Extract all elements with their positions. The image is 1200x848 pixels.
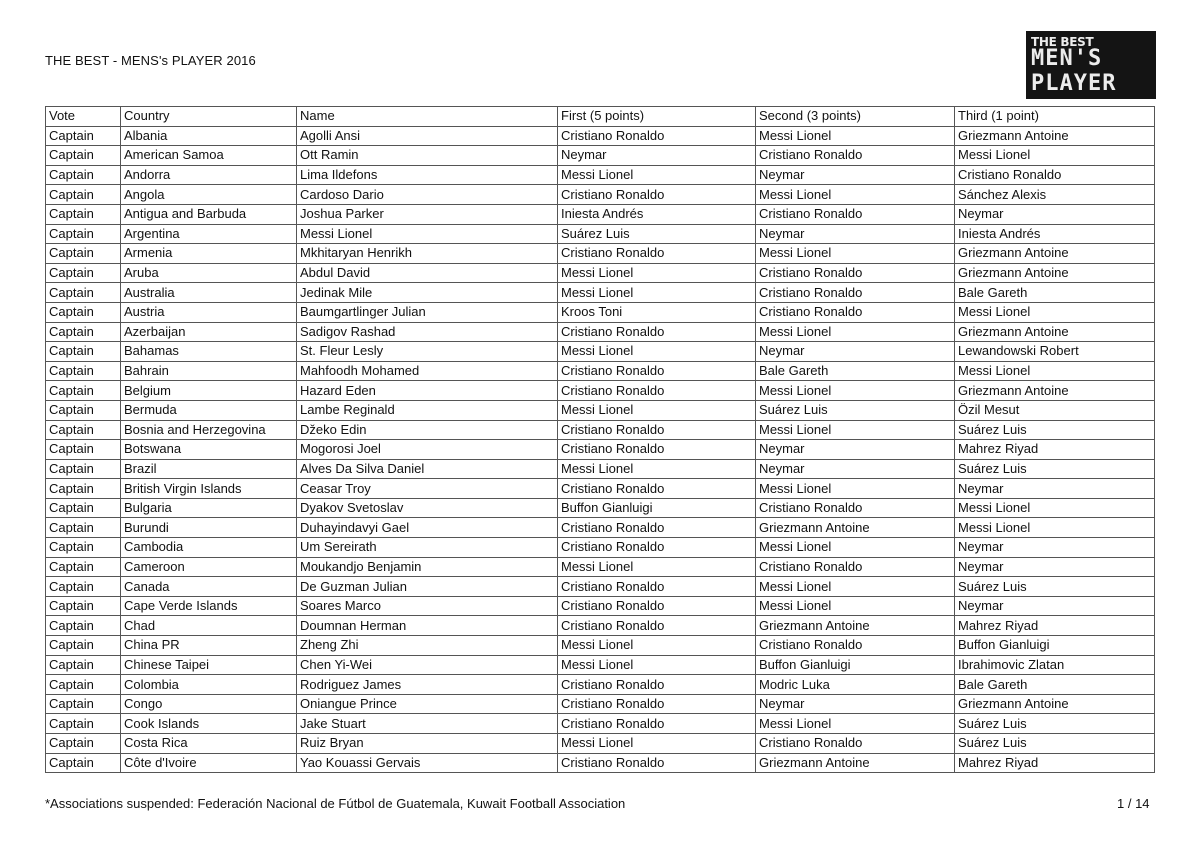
table-row xyxy=(46,577,1155,597)
cell-name: Um Sereirath xyxy=(297,538,558,558)
cell-vote: Captain xyxy=(46,538,121,558)
cell-name: Jake Stuart xyxy=(297,714,558,734)
cell-third: Mahrez Riyad xyxy=(955,753,1155,773)
cell-first: Cristiano Ronaldo xyxy=(558,126,756,146)
table-row xyxy=(46,714,1155,734)
cell-third: Suárez Luis xyxy=(955,459,1155,479)
cell-country: Antigua and Barbuda xyxy=(121,204,297,224)
cell-name: Mahfoodh Mohamed xyxy=(297,361,558,381)
logo-line-3: PLAYER xyxy=(1031,71,1117,96)
table-row xyxy=(46,753,1155,773)
cell-vote: Captain xyxy=(46,577,121,597)
table-row xyxy=(46,302,1155,322)
cell-country: Côte d'Ivoire xyxy=(121,753,297,773)
cell-second: Neymar xyxy=(756,224,955,244)
cell-third: Neymar xyxy=(955,538,1155,558)
cell-second: Messi Lionel xyxy=(756,420,955,440)
cell-vote: Captain xyxy=(46,459,121,479)
cell-country: American Samoa xyxy=(121,146,297,166)
cell-vote: Captain xyxy=(46,636,121,656)
cell-name: De Guzman Julian xyxy=(297,577,558,597)
cell-second: Griezmann Antoine xyxy=(756,753,955,773)
cell-country: British Virgin Islands xyxy=(121,479,297,499)
logo-line-1: THE BEST xyxy=(1031,35,1094,49)
cell-vote: Captain xyxy=(46,734,121,754)
cell-name: Yao Kouassi Gervais xyxy=(297,753,558,773)
cell-name: Mogorosi Joel xyxy=(297,440,558,460)
cell-first: Cristiano Ronaldo xyxy=(558,616,756,636)
cell-second: Neymar xyxy=(756,440,955,460)
cell-country: Austria xyxy=(121,302,297,322)
cell-country: Cambodia xyxy=(121,538,297,558)
cell-third: Suárez Luis xyxy=(955,734,1155,754)
cell-vote: Captain xyxy=(46,185,121,205)
cell-second: Buffon Gianluigi xyxy=(756,655,955,675)
cell-vote: Captain xyxy=(46,283,121,303)
cell-third: Cristiano Ronaldo xyxy=(955,165,1155,185)
table-row xyxy=(46,283,1155,303)
cell-country: Cameroon xyxy=(121,557,297,577)
cell-vote: Captain xyxy=(46,302,121,322)
cell-country: Azerbaijan xyxy=(121,322,297,342)
cell-vote: Captain xyxy=(46,342,121,362)
cell-name: Moukandjo Benjamin xyxy=(297,557,558,577)
column-header-name: Name xyxy=(297,107,558,127)
cell-vote: Captain xyxy=(46,753,121,773)
cell-second: Messi Lionel xyxy=(756,185,955,205)
cell-name: Duhayindavyi Gael xyxy=(297,518,558,538)
cell-third: Lewandowski Robert xyxy=(955,342,1155,362)
cell-country: Brazil xyxy=(121,459,297,479)
cell-vote: Captain xyxy=(46,694,121,714)
cell-country: Chad xyxy=(121,616,297,636)
cell-name: Cardoso Dario xyxy=(297,185,558,205)
column-header-first: First (5 points) xyxy=(558,107,756,127)
cell-first: Messi Lionel xyxy=(558,655,756,675)
cell-vote: Captain xyxy=(46,596,121,616)
cell-second: Griezmann Antoine xyxy=(756,518,955,538)
table-row xyxy=(46,342,1155,362)
cell-first: Kroos Toni xyxy=(558,302,756,322)
cell-first: Messi Lionel xyxy=(558,263,756,283)
cell-country: Armenia xyxy=(121,244,297,264)
cell-name: Sadigov Rashad xyxy=(297,322,558,342)
cell-third: Messi Lionel xyxy=(955,518,1155,538)
cell-first: Cristiano Ronaldo xyxy=(558,675,756,695)
cell-country: Andorra xyxy=(121,165,297,185)
cell-first: Cristiano Ronaldo xyxy=(558,694,756,714)
cell-second: Cristiano Ronaldo xyxy=(756,557,955,577)
logo-line-2: MEN'S xyxy=(1031,46,1103,71)
cell-first: Messi Lionel xyxy=(558,734,756,754)
cell-third: Messi Lionel xyxy=(955,498,1155,518)
cell-third: Özil Mesut xyxy=(955,400,1155,420)
cell-country: Canada xyxy=(121,577,297,597)
cell-name: Rodriguez James xyxy=(297,675,558,695)
cell-third: Griezmann Antoine xyxy=(955,322,1155,342)
cell-name: Abdul David xyxy=(297,263,558,283)
cell-country: Angola xyxy=(121,185,297,205)
cell-third: Griezmann Antoine xyxy=(955,244,1155,264)
cell-first: Cristiano Ronaldo xyxy=(558,420,756,440)
cell-vote: Captain xyxy=(46,557,121,577)
cell-name: Lambe Reginald xyxy=(297,400,558,420)
cell-first: Suárez Luis xyxy=(558,224,756,244)
cell-first: Cristiano Ronaldo xyxy=(558,596,756,616)
cell-third: Ibrahimovic Zlatan xyxy=(955,655,1155,675)
cell-first: Cristiano Ronaldo xyxy=(558,518,756,538)
cell-vote: Captain xyxy=(46,400,121,420)
cell-third: Suárez Luis xyxy=(955,577,1155,597)
cell-country: China PR xyxy=(121,636,297,656)
cell-vote: Captain xyxy=(46,675,121,695)
cell-second: Messi Lionel xyxy=(756,538,955,558)
cell-country: Bulgaria xyxy=(121,498,297,518)
cell-name: Ott Ramin xyxy=(297,146,558,166)
cell-name: Alves Da Silva Daniel xyxy=(297,459,558,479)
cell-name: Mkhitaryan Henrikh xyxy=(297,244,558,264)
cell-second: Neymar xyxy=(756,165,955,185)
cell-second: Messi Lionel xyxy=(756,244,955,264)
cell-second: Neymar xyxy=(756,459,955,479)
cell-vote: Captain xyxy=(46,518,121,538)
footer-note: *Associations suspended: Federación Nacional de Fútbol de Guatemala, Kuwait Football Association xyxy=(45,796,626,811)
cell-vote: Captain xyxy=(46,126,121,146)
cell-name: Oniangue Prince xyxy=(297,694,558,714)
cell-name: Soares Marco xyxy=(297,596,558,616)
cell-vote: Captain xyxy=(46,479,121,499)
cell-third: Suárez Luis xyxy=(955,420,1155,440)
cell-second: Cristiano Ronaldo xyxy=(756,498,955,518)
cell-first: Messi Lionel xyxy=(558,557,756,577)
cell-second: Cristiano Ronaldo xyxy=(756,263,955,283)
page-number: 1 / 14 xyxy=(1117,796,1150,811)
cell-third: Griezmann Antoine xyxy=(955,694,1155,714)
cell-second: Cristiano Ronaldo xyxy=(756,302,955,322)
column-header-second: Second (3 points) xyxy=(756,107,955,127)
cell-name: Hazard Eden xyxy=(297,381,558,401)
cell-country: Cape Verde Islands xyxy=(121,596,297,616)
cell-third: Griezmann Antoine xyxy=(955,126,1155,146)
table-row xyxy=(46,204,1155,224)
cell-country: Congo xyxy=(121,694,297,714)
cell-name: Chen Yi-Wei xyxy=(297,655,558,675)
table-row xyxy=(46,616,1155,636)
cell-name: Ruiz Bryan xyxy=(297,734,558,754)
table-row xyxy=(46,381,1155,401)
cell-second: Messi Lionel xyxy=(756,596,955,616)
cell-country: Colombia xyxy=(121,675,297,695)
cell-first: Cristiano Ronaldo xyxy=(558,381,756,401)
cell-vote: Captain xyxy=(46,498,121,518)
cell-second: Messi Lionel xyxy=(756,714,955,734)
cell-first: Messi Lionel xyxy=(558,283,756,303)
cell-first: Cristiano Ronaldo xyxy=(558,361,756,381)
table-header-row xyxy=(46,107,1155,127)
cell-third: Messi Lionel xyxy=(955,361,1155,381)
cell-first: Cristiano Ronaldo xyxy=(558,440,756,460)
cell-third: Buffon Gianluigi xyxy=(955,636,1155,656)
cell-country: Argentina xyxy=(121,224,297,244)
table-row xyxy=(46,185,1155,205)
cell-third: Bale Gareth xyxy=(955,675,1155,695)
table-row xyxy=(46,165,1155,185)
cell-first: Messi Lionel xyxy=(558,459,756,479)
cell-second: Cristiano Ronaldo xyxy=(756,204,955,224)
cell-country: Bosnia and Herzegovina xyxy=(121,420,297,440)
cell-third: Mahrez Riyad xyxy=(955,616,1155,636)
cell-third: Bale Gareth xyxy=(955,283,1155,303)
cell-country: Aruba xyxy=(121,263,297,283)
cell-second: Neymar xyxy=(756,342,955,362)
cell-third: Griezmann Antoine xyxy=(955,263,1155,283)
cell-vote: Captain xyxy=(46,244,121,264)
cell-vote: Captain xyxy=(46,146,121,166)
cell-country: Costa Rica xyxy=(121,734,297,754)
cell-vote: Captain xyxy=(46,165,121,185)
table-row xyxy=(46,361,1155,381)
cell-vote: Captain xyxy=(46,204,121,224)
column-header-vote: Vote xyxy=(46,107,121,127)
table-row xyxy=(46,596,1155,616)
cell-first: Buffon Gianluigi xyxy=(558,498,756,518)
cell-second: Bale Gareth xyxy=(756,361,955,381)
table-row xyxy=(46,538,1155,558)
table-row xyxy=(46,420,1155,440)
cell-vote: Captain xyxy=(46,361,121,381)
cell-second: Suárez Luis xyxy=(756,400,955,420)
cell-vote: Captain xyxy=(46,263,121,283)
cell-vote: Captain xyxy=(46,655,121,675)
cell-third: Messi Lionel xyxy=(955,146,1155,166)
cell-second: Messi Lionel xyxy=(756,126,955,146)
cell-country: Bahrain xyxy=(121,361,297,381)
cell-first: Cristiano Ronaldo xyxy=(558,322,756,342)
cell-third: Sánchez Alexis xyxy=(955,185,1155,205)
table-body xyxy=(46,126,1155,773)
cell-vote: Captain xyxy=(46,616,121,636)
cell-name: St. Fleur Lesly xyxy=(297,342,558,362)
table-row xyxy=(46,440,1155,460)
document-title: THE BEST - MENS's PLAYER 2016 xyxy=(45,53,256,68)
cell-third: Neymar xyxy=(955,557,1155,577)
table-row xyxy=(46,498,1155,518)
cell-second: Cristiano Ronaldo xyxy=(756,734,955,754)
cell-vote: Captain xyxy=(46,224,121,244)
table-row xyxy=(46,126,1155,146)
table-row xyxy=(46,224,1155,244)
cell-second: Cristiano Ronaldo xyxy=(756,146,955,166)
table-row xyxy=(46,459,1155,479)
cell-country: Belgium xyxy=(121,381,297,401)
cell-name: Joshua Parker xyxy=(297,204,558,224)
cell-vote: Captain xyxy=(46,714,121,734)
column-header-third: Third (1 point) xyxy=(955,107,1155,127)
cell-country: Chinese Taipei xyxy=(121,655,297,675)
cell-first: Cristiano Ronaldo xyxy=(558,185,756,205)
cell-vote: Captain xyxy=(46,322,121,342)
table-row xyxy=(46,694,1155,714)
cell-country: Albania xyxy=(121,126,297,146)
cell-first: Cristiano Ronaldo xyxy=(558,244,756,264)
cell-vote: Captain xyxy=(46,440,121,460)
cell-third: Messi Lionel xyxy=(955,302,1155,322)
votes-table xyxy=(45,106,1155,773)
cell-second: Cristiano Ronaldo xyxy=(756,636,955,656)
column-header-country: Country xyxy=(121,107,297,127)
cell-first: Iniesta Andrés xyxy=(558,204,756,224)
cell-name: Jedinak Mile xyxy=(297,283,558,303)
cell-second: Messi Lionel xyxy=(756,381,955,401)
table-row xyxy=(46,479,1155,499)
cell-first: Messi Lionel xyxy=(558,400,756,420)
cell-second: Griezmann Antoine xyxy=(756,616,955,636)
cell-name: Messi Lionel xyxy=(297,224,558,244)
cell-vote: Captain xyxy=(46,420,121,440)
cell-country: Burundi xyxy=(121,518,297,538)
table-row xyxy=(46,734,1155,754)
cell-third: Griezmann Antoine xyxy=(955,381,1155,401)
cell-country: Bermuda xyxy=(121,400,297,420)
table-row xyxy=(46,518,1155,538)
table-row xyxy=(46,636,1155,656)
cell-second: Modric Luka xyxy=(756,675,955,695)
cell-first: Messi Lionel xyxy=(558,636,756,656)
cell-name: Doumnan Herman xyxy=(297,616,558,636)
cell-second: Cristiano Ronaldo xyxy=(756,283,955,303)
cell-third: Neymar xyxy=(955,479,1155,499)
cell-country: Australia xyxy=(121,283,297,303)
cell-first: Cristiano Ronaldo xyxy=(558,714,756,734)
cell-third: Iniesta Andrés xyxy=(955,224,1155,244)
cell-first: Messi Lionel xyxy=(558,165,756,185)
cell-country: Bahamas xyxy=(121,342,297,362)
cell-third: Neymar xyxy=(955,204,1155,224)
table-row xyxy=(46,146,1155,166)
table-row xyxy=(46,675,1155,695)
cell-name: Džeko Edin xyxy=(297,420,558,440)
cell-first: Cristiano Ronaldo xyxy=(558,577,756,597)
cell-second: Messi Lionel xyxy=(756,322,955,342)
cell-first: Neymar xyxy=(558,146,756,166)
cell-country: Cook Islands xyxy=(121,714,297,734)
cell-third: Suárez Luis xyxy=(955,714,1155,734)
cell-second: Messi Lionel xyxy=(756,577,955,597)
cell-third: Mahrez Riyad xyxy=(955,440,1155,460)
cell-name: Lima Ildefons xyxy=(297,165,558,185)
cell-country: Botswana xyxy=(121,440,297,460)
cell-second: Neymar xyxy=(756,694,955,714)
cell-second: Messi Lionel xyxy=(756,479,955,499)
table-row xyxy=(46,263,1155,283)
cell-name: Ceasar Troy xyxy=(297,479,558,499)
cell-name: Zheng Zhi xyxy=(297,636,558,656)
table-row xyxy=(46,400,1155,420)
cell-name: Baumgartlinger Julian xyxy=(297,302,558,322)
cell-first: Messi Lionel xyxy=(558,342,756,362)
cell-first: Cristiano Ronaldo xyxy=(558,753,756,773)
cell-first: Cristiano Ronaldo xyxy=(558,479,756,499)
table-row xyxy=(46,557,1155,577)
table-row xyxy=(46,244,1155,264)
table-row xyxy=(46,322,1155,342)
cell-third: Neymar xyxy=(955,596,1155,616)
cell-vote: Captain xyxy=(46,381,121,401)
cell-name: Agolli Ansi xyxy=(297,126,558,146)
cell-first: Cristiano Ronaldo xyxy=(558,538,756,558)
best-mens-player-logo xyxy=(1026,31,1156,99)
cell-name: Dyakov Svetoslav xyxy=(297,498,558,518)
table-row xyxy=(46,655,1155,675)
